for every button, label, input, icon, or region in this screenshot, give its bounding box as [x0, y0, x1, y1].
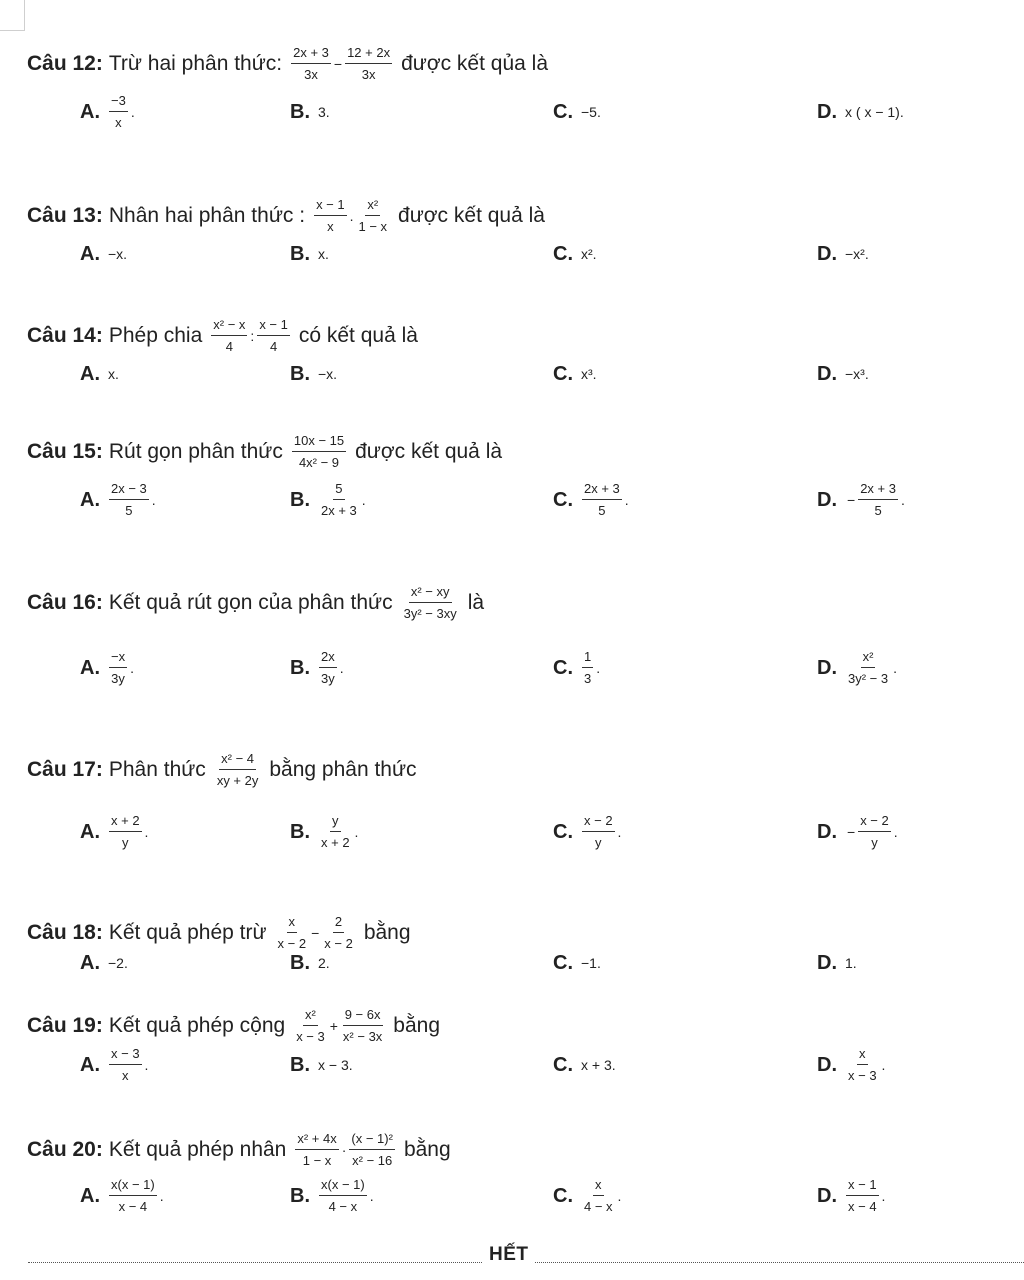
- denominator: 4 − x: [328, 1199, 358, 1214]
- option-label: B.: [290, 820, 310, 843]
- option-expression: [318, 1177, 376, 1215]
- page-corner-mark: [0, 0, 25, 31]
- answer-value: −x.: [108, 246, 128, 262]
- question-trailing-text: là: [467, 591, 485, 614]
- option-c: [553, 945, 601, 981]
- fraction: [109, 813, 142, 851]
- question-expression: [214, 751, 262, 789]
- operator: .: [144, 1057, 149, 1073]
- fraction: [582, 813, 615, 851]
- operator: .: [893, 824, 898, 840]
- option-label: D.: [817, 362, 837, 385]
- option-label: A.: [80, 362, 100, 385]
- numerator: 2: [333, 914, 344, 933]
- option-expression: [581, 649, 602, 687]
- numerator: 2x + 3: [582, 481, 622, 500]
- option-label: D.: [817, 951, 837, 974]
- numerator: x − 3: [109, 1046, 142, 1065]
- question-text: Rút gọn phân thức: [108, 440, 283, 463]
- answer-value: 1.: [845, 955, 857, 971]
- denominator: 1 − x: [358, 219, 388, 234]
- operator: .: [354, 824, 359, 840]
- operator: −: [333, 56, 343, 72]
- answer-value: x + 3.: [581, 1057, 616, 1073]
- option-a: [80, 356, 119, 392]
- answer-value: x ( x − 1).: [845, 104, 904, 120]
- option-expression: [581, 246, 597, 262]
- numerator: x² − x: [211, 317, 247, 336]
- option-expression: [845, 813, 900, 851]
- numerator: 5: [333, 481, 344, 500]
- option-expression: [581, 955, 601, 971]
- option-label: A.: [80, 1184, 100, 1207]
- end-footer: [28, 1238, 1024, 1268]
- option-label: A.: [80, 488, 100, 511]
- denominator: x: [327, 219, 334, 234]
- option-label: D.: [817, 100, 837, 123]
- numerator: x: [287, 914, 298, 933]
- numerator: 2x + 3: [291, 45, 331, 64]
- question-17: [27, 750, 417, 790]
- fraction: [582, 481, 622, 519]
- option-c: [553, 650, 602, 686]
- answer-value: −x.: [318, 366, 338, 382]
- fraction: [109, 481, 149, 519]
- denominator: x² − 16: [352, 1153, 393, 1168]
- option-c: [553, 1047, 616, 1083]
- fraction: [582, 1177, 615, 1215]
- question-text: Nhân hai phân thức :: [108, 204, 306, 227]
- fraction: [846, 1177, 879, 1215]
- denominator: x + 2: [321, 835, 350, 850]
- option-expression: [845, 1177, 887, 1215]
- question-number: Câu 16:: [27, 591, 103, 614]
- option-expression: [108, 246, 127, 262]
- option-expression: [581, 1177, 623, 1215]
- option-d: [817, 94, 904, 130]
- operator: −: [847, 492, 856, 508]
- answer-value: −x³.: [845, 366, 869, 382]
- denominator: x: [115, 115, 122, 130]
- question-text: Kết quả phép nhân: [108, 1138, 287, 1161]
- option-d: [817, 650, 899, 686]
- fraction: [341, 1007, 384, 1045]
- option-expression: [845, 246, 869, 262]
- option-expression: [581, 813, 623, 851]
- question-expression: [290, 45, 393, 83]
- operator: .: [624, 492, 629, 508]
- option-label: A.: [80, 951, 100, 974]
- denominator: x − 4: [848, 1199, 877, 1214]
- denominator: 3y² − 3xy: [403, 606, 457, 621]
- option-label: B.: [290, 951, 310, 974]
- question-trailing-text: bằng: [393, 1014, 441, 1037]
- question-expression: [313, 197, 390, 235]
- fraction: [846, 1046, 879, 1084]
- operator: .: [361, 492, 366, 508]
- question-trailing-text: được kết quả là: [398, 204, 545, 227]
- option-label: B.: [290, 242, 310, 265]
- denominator: 5: [598, 503, 606, 518]
- question-trailing-text: được kết qủa là: [401, 52, 549, 75]
- numerator: x − 2: [582, 813, 615, 832]
- answer-value: x³.: [581, 366, 597, 382]
- option-label: C.: [553, 820, 573, 843]
- option-expression: [318, 366, 337, 382]
- option-label: A.: [80, 1053, 100, 1076]
- option-d: [817, 945, 857, 981]
- option-c: [553, 814, 623, 850]
- numerator: x: [857, 1046, 868, 1065]
- option-b: [290, 650, 346, 686]
- option-expression: [845, 955, 857, 971]
- denominator: 5: [125, 503, 133, 518]
- numerator: x² − 4: [219, 751, 256, 770]
- numerator: −3: [109, 93, 128, 112]
- denominator: 3y² − 3: [848, 671, 889, 686]
- question-number: Câu 20:: [27, 1138, 103, 1161]
- numerator: −x: [109, 649, 127, 668]
- numerator: x²: [365, 197, 380, 216]
- option-d: [817, 236, 869, 272]
- question-trailing-text: bằng phân thức: [269, 758, 417, 781]
- operator: .: [144, 824, 149, 840]
- option-b: [290, 1047, 353, 1083]
- denominator: 3x: [361, 67, 376, 82]
- option-a: [80, 945, 128, 981]
- end-label: HẾT: [483, 1244, 535, 1266]
- numerator: y: [330, 813, 341, 832]
- denominator: x − 2: [324, 936, 353, 951]
- question-expression: [291, 433, 347, 471]
- option-label: A.: [80, 820, 100, 843]
- option-label: D.: [817, 1184, 837, 1207]
- option-label: B.: [290, 656, 310, 679]
- question-12: [27, 44, 548, 84]
- question-number: Câu 12:: [27, 52, 103, 75]
- denominator: 3y: [111, 671, 125, 686]
- numerator: x − 2: [858, 813, 891, 832]
- option-expression: [108, 1177, 166, 1215]
- numerator: 1: [582, 649, 593, 668]
- numerator: x: [593, 1177, 604, 1196]
- fraction: [582, 649, 593, 687]
- fraction: [292, 433, 346, 471]
- question-number: Câu 18:: [27, 921, 103, 944]
- operator: .: [159, 1188, 164, 1204]
- option-c: [553, 482, 631, 518]
- question-trailing-text: bằng: [403, 1138, 451, 1161]
- option-expression: [845, 481, 907, 519]
- numerator: x² + 4x: [295, 1131, 338, 1150]
- option-label: B.: [290, 488, 310, 511]
- answer-value: −5.: [581, 104, 601, 120]
- option-expression: [581, 366, 597, 382]
- option-a: [80, 1178, 166, 1214]
- option-label: D.: [817, 1053, 837, 1076]
- fraction: [349, 1131, 395, 1169]
- question-16: [27, 583, 484, 623]
- option-label: A.: [80, 656, 100, 679]
- option-b: [290, 482, 368, 518]
- fraction: [357, 197, 390, 235]
- answer-value: x.: [108, 366, 119, 382]
- option-c: [553, 356, 597, 392]
- question-15: [27, 432, 502, 472]
- option-b: [290, 356, 337, 392]
- option-label: C.: [553, 951, 573, 974]
- fraction: [319, 813, 352, 851]
- option-expression: [318, 1057, 353, 1073]
- numerator: x² − xy: [409, 584, 452, 603]
- option-expression: [845, 104, 904, 120]
- operator: .: [349, 208, 354, 224]
- fraction: [314, 197, 347, 235]
- numerator: x(x − 1): [109, 1177, 157, 1196]
- numerator: 12 + 2x: [345, 45, 392, 64]
- operator: .: [596, 660, 601, 676]
- fraction: [345, 45, 392, 83]
- denominator: x − 3: [296, 1029, 325, 1044]
- fraction: [109, 1046, 142, 1084]
- question-20: [27, 1130, 451, 1170]
- option-a: [80, 236, 127, 272]
- denominator: 4: [269, 339, 278, 354]
- option-b: [290, 236, 329, 272]
- option-expression: [845, 366, 869, 382]
- option-d: [817, 1047, 887, 1083]
- question-14: [27, 316, 418, 356]
- option-expression: [318, 481, 368, 519]
- option-expression: [318, 246, 329, 262]
- question-number: Câu 13:: [27, 204, 103, 227]
- operator: .: [881, 1188, 886, 1204]
- question-number: Câu 15:: [27, 440, 103, 463]
- option-b: [290, 945, 330, 981]
- fraction: [294, 1007, 327, 1045]
- numerator: x − 1: [846, 1177, 879, 1196]
- option-expression: [108, 1046, 150, 1084]
- option-b: [290, 94, 330, 130]
- question-trailing-text: có kết quả là: [298, 324, 418, 347]
- operator: .: [151, 492, 156, 508]
- denominator: x − 3: [848, 1068, 877, 1083]
- question-text: Kết quả phép cộng: [108, 1014, 286, 1037]
- question-expression: [293, 1007, 385, 1045]
- numerator: x(x − 1): [319, 1177, 367, 1196]
- answer-value: x².: [581, 246, 597, 262]
- option-label: D.: [817, 242, 837, 265]
- option-a: [80, 94, 137, 130]
- numerator: x²: [303, 1007, 318, 1026]
- option-d: [817, 1178, 887, 1214]
- operator: .: [617, 824, 622, 840]
- numerator: 2x: [319, 649, 337, 668]
- question-number: Câu 14:: [27, 324, 103, 347]
- operator: .: [130, 660, 134, 676]
- numerator: x²: [861, 649, 876, 668]
- option-expression: [845, 1046, 887, 1084]
- option-expression: [318, 813, 360, 851]
- denominator: 5: [874, 503, 882, 518]
- denominator: x − 2: [277, 936, 307, 951]
- option-a: [80, 814, 150, 850]
- operator: −: [311, 925, 320, 941]
- denominator: x² − 3x: [342, 1029, 383, 1044]
- fraction: [402, 584, 459, 622]
- fraction: [319, 481, 359, 519]
- denominator: 4 − x: [584, 1199, 613, 1214]
- option-expression: [108, 366, 119, 382]
- option-label: C.: [553, 242, 573, 265]
- question-expression: [294, 1131, 396, 1169]
- denominator: 1 − x: [302, 1153, 332, 1168]
- question-text: Phép chia: [108, 324, 203, 347]
- denominator: xy + 2y: [216, 773, 259, 788]
- option-expression: [108, 93, 137, 131]
- question-text: Phân thức: [108, 758, 206, 781]
- option-a: [80, 1047, 150, 1083]
- numerator: 10x − 15: [292, 433, 346, 452]
- numerator: (x − 1)²: [349, 1131, 395, 1150]
- option-expression: [845, 649, 899, 687]
- option-expression: [318, 104, 330, 120]
- answer-value: −1.: [581, 955, 601, 971]
- option-expression: [581, 481, 631, 519]
- option-b: [290, 814, 360, 850]
- question-trailing-text: được kết quả là: [355, 440, 503, 463]
- fraction: [858, 813, 891, 851]
- question-19: [27, 1006, 440, 1046]
- operator: .: [369, 1188, 374, 1204]
- denominator: 3y: [321, 671, 335, 686]
- option-label: D.: [817, 656, 837, 679]
- fraction: [319, 1177, 367, 1215]
- operator: .: [900, 492, 905, 508]
- fraction: [846, 649, 890, 687]
- answer-value: x.: [318, 246, 329, 262]
- answer-value: 3.: [318, 104, 330, 120]
- denominator: 3x: [304, 67, 318, 82]
- fraction: [858, 481, 898, 519]
- question-number: Câu 19:: [27, 1014, 103, 1037]
- operator: .: [339, 660, 344, 676]
- question-expression: [210, 317, 291, 355]
- operator: −: [847, 824, 856, 840]
- numerator: 9 − 6x: [343, 1007, 383, 1026]
- fraction: [109, 1177, 157, 1215]
- option-a: [80, 650, 136, 686]
- option-label: C.: [553, 1184, 573, 1207]
- denominator: 3: [584, 671, 592, 686]
- option-label: D.: [817, 488, 837, 511]
- numerator: 2x − 3: [109, 481, 149, 500]
- option-d: [817, 356, 869, 392]
- option-label: D.: [817, 820, 837, 843]
- option-label: C.: [553, 1053, 573, 1076]
- operator: .: [130, 104, 135, 120]
- operator: +: [329, 1018, 338, 1034]
- operator: .: [893, 660, 897, 676]
- question-text: Kết quả rút gọn của phân thức: [108, 591, 393, 614]
- fraction: [109, 649, 127, 687]
- option-c: [553, 1178, 623, 1214]
- operator: .: [881, 1057, 886, 1073]
- fraction: [295, 1131, 338, 1169]
- answer-value: −2.: [108, 955, 128, 971]
- option-b: [290, 1178, 376, 1214]
- option-expression: [108, 481, 158, 519]
- operator: .: [617, 1188, 622, 1204]
- denominator: 4: [225, 339, 233, 354]
- option-label: B.: [290, 362, 310, 385]
- option-label: A.: [80, 100, 100, 123]
- fraction: [211, 317, 247, 355]
- denominator: y: [871, 835, 878, 850]
- option-label: C.: [553, 656, 573, 679]
- option-label: C.: [553, 362, 573, 385]
- option-a: [80, 482, 158, 518]
- operator: ·: [341, 1142, 347, 1158]
- fraction: [319, 649, 337, 687]
- option-label: C.: [553, 100, 573, 123]
- question-text: Kết quả phép trừ: [108, 921, 267, 944]
- question-text: Trừ hai phân thức:: [108, 52, 283, 75]
- numerator: x − 1: [257, 317, 290, 336]
- denominator: 2x + 3: [321, 503, 357, 518]
- answer-value: −x².: [845, 246, 869, 262]
- option-c: [553, 236, 597, 272]
- answer-value: 2.: [318, 955, 330, 971]
- option-expression: [581, 104, 601, 120]
- fraction: [291, 45, 331, 83]
- denominator: 4x² − 9: [298, 455, 340, 470]
- option-c: [553, 94, 601, 130]
- option-expression: [108, 649, 136, 687]
- question-expression: [401, 584, 460, 622]
- option-label: B.: [290, 1053, 310, 1076]
- answer-value: x − 3.: [318, 1057, 353, 1073]
- option-label: B.: [290, 100, 310, 123]
- numerator: x − 1: [314, 197, 347, 216]
- option-expression: [108, 955, 128, 971]
- option-expression: [108, 813, 150, 851]
- question-trailing-text: bằng: [363, 921, 411, 944]
- fraction: [257, 317, 290, 355]
- option-d: [817, 482, 907, 518]
- denominator: x: [122, 1068, 129, 1083]
- option-d: [817, 814, 900, 850]
- denominator: y: [122, 835, 129, 850]
- fraction: [109, 93, 128, 131]
- numerator: x + 2: [109, 813, 142, 832]
- question-number: Câu 17:: [27, 758, 103, 781]
- numerator: 2x + 3: [858, 481, 898, 500]
- option-expression: [318, 955, 330, 971]
- option-label: A.: [80, 242, 100, 265]
- question-13: [27, 196, 545, 236]
- option-label: B.: [290, 1184, 310, 1207]
- operator: :: [250, 328, 255, 344]
- denominator: x − 4: [118, 1199, 148, 1214]
- option-expression: [318, 649, 346, 687]
- option-expression: [581, 1057, 616, 1073]
- denominator: y: [595, 835, 602, 850]
- fraction: [215, 751, 261, 789]
- option-label: C.: [553, 488, 573, 511]
